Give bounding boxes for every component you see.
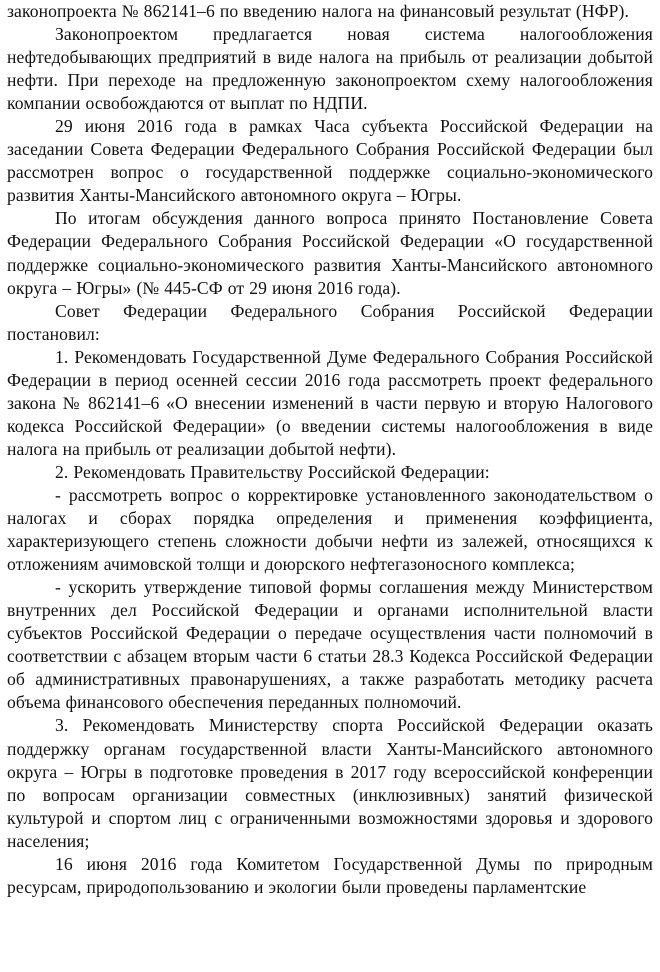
paragraph-dash-agreement: - ускорить утверждение типовой формы соглашения между Министерством внутренних дел Российской Федерации и органами исполнительной власти субъектов Российской Федерации о передаче осуществления части полномочий в соответствии с абзацем вторым части 6 статьи 28.3 Кодекса Российской Федерации об административных правонарушениях, а также разработать методику расчета объема финансового обеспечения переданных полномочий. [7, 577, 653, 713]
paragraph-resolution-adopted: По итогам обсуждения данного вопроса принято Постановление Совета Федерации Федерального Собрания Российской Федерации «О государственной поддержке социально-экономического развития Ханты-Мансийского автономного округа – Югры» (№ 445-СФ от 29 июня 2016 года). [7, 208, 653, 298]
paragraph-council-resolved: Совет Федерации Федерального Собрания Российской Федерации постановил: [7, 300, 653, 344]
paragraph-duma-committee: 16 июня 2016 года Комитетом Государственной Думы по природным ресурсам, природопользованию и экологии были проведены парламентские [7, 853, 653, 897]
paragraph-bill-reference: законопроекта № 862141–6 по введению налога на финансовый результат (НФР). [7, 1, 629, 21]
paragraph-dash-coefficient: - рассмотреть вопрос о корректировке установленного законодательством о налогах и сборах порядка определения и применения коэффициента, характеризующего степень сложности добычи нефти из залежей, относящихся к отложениям ачимовской толщи и доюрского нефтегазоносного комплекса; [7, 484, 653, 575]
paragraph-item-3-sport-ministry: 3. Рекомендовать Министерству спорта Российской Федерации оказать поддержку органам государственной власти Ханты-Мансийского автономного округа – Югры в подготовке проведения в 2017 году всероссийской конференции по вопросам организации совместных (инклюзивных) занятий физической культурой и спортом лиц с ограниченными возможностями здоровья и здорового населения; [7, 715, 653, 851]
paragraph-federation-council-session: 29 июня 2016 года в рамках Часа субъекта Российской Федерации на заседании Совета Федерации Федерального Собрания Российской Федерации был рассмотрен вопрос о государственной поддержке социально-экономического развития Ханты-Мансийского автономного округа – Югры. [7, 116, 653, 206]
paragraph-tax-system: Законопроектом предлагается новая система налогообложения нефтедобывающих предприятий в виде налога на прибыль от реализации добытой нефти. При переходе на предложенную законопроектом схему налогообложения компании освобождаются от выплат по НДПИ. [7, 24, 653, 114]
paragraph-item-1-duma: 1. Рекомендовать Государственной Думе Федерального Собрания Российской Федерации в период осенней сессии 2016 года рассмотреть проект федерального закона № 862141–6 «О внесении изменений в части первую и вторую Налогового кодекса Российской Федерации» (о введении системы налогообложения в виде налога на прибыль от реализации добытой нефти). [7, 346, 653, 459]
paragraph-item-2-government: 2. Рекомендовать Правительству Российской Федерации: [55, 461, 490, 482]
